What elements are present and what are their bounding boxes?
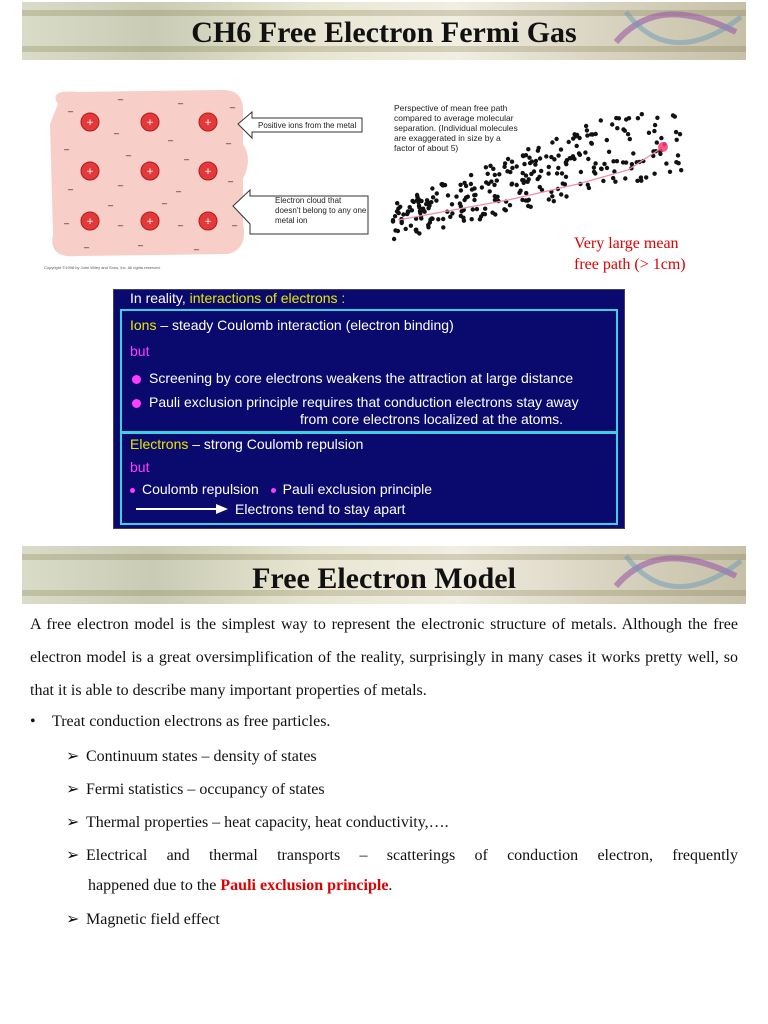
particle-dot (483, 207, 487, 211)
particle-dot (529, 172, 533, 176)
particle-dot (429, 200, 433, 204)
particle-dot (652, 172, 656, 176)
particle-dot (426, 223, 430, 227)
bullet-dot-icon (132, 375, 141, 384)
particle-dot (528, 161, 532, 165)
particle-dot (668, 170, 672, 174)
particle-dot (410, 199, 414, 203)
particle-dot (441, 225, 445, 229)
particle-dot (635, 179, 639, 183)
particle-dot (459, 214, 463, 218)
svg-text:+: + (146, 118, 154, 128)
mean-free-path-note-line1: Very large mean (574, 235, 679, 252)
particle-dot (594, 132, 598, 136)
particle-dot (430, 186, 434, 190)
particle-dot (522, 162, 526, 166)
particle-dot (458, 201, 462, 205)
svg-text:+: + (204, 118, 212, 128)
particle-dot (655, 116, 659, 120)
particle-dot (556, 153, 560, 157)
particle-dot (592, 165, 596, 169)
svg-text:_: _ (64, 214, 69, 225)
particle-dot (653, 123, 657, 127)
particle-dot (536, 149, 540, 153)
particle-dot (521, 171, 525, 175)
particle-dot (564, 162, 568, 166)
particle-dot (559, 192, 563, 196)
particle-dot (459, 188, 463, 192)
particle-dot (599, 167, 603, 171)
ion-electron-cloud-figure (38, 84, 378, 280)
particle-dot (605, 166, 609, 170)
particle-dot (424, 202, 428, 206)
particle-dot (484, 180, 488, 184)
particle-dot (544, 154, 548, 158)
slide2-banner (22, 546, 746, 604)
particle-dot (521, 154, 525, 158)
svg-text:_: _ (162, 194, 167, 205)
particle-dot (450, 202, 454, 206)
particle-dot (392, 237, 396, 241)
particle-dot (419, 199, 423, 203)
svg-text:_: _ (176, 182, 181, 193)
particle-dot (524, 191, 528, 195)
pauli-point-cont: from core electrons localized at the atoms. (300, 411, 564, 427)
particle-dot (480, 185, 484, 189)
bullet-dot-icon (271, 488, 276, 493)
list-item: ➢ Continuum states – density of states (66, 748, 317, 765)
box-heading: In reality, interactions of electrons : (130, 290, 346, 306)
pauli-point: Pauli exclusion principle requires that conduction electrons stay away (132, 394, 579, 410)
particle-dot (469, 182, 473, 186)
particle-dot (401, 212, 405, 216)
particle-dot (560, 171, 564, 175)
particle-dot (475, 207, 479, 211)
particle-dot (640, 112, 644, 116)
particle-dot (623, 129, 627, 133)
particle-dot (515, 164, 519, 168)
particle-dot (664, 161, 668, 165)
list-item: ➢ Thermal properties – heat capacity, heat conductivity,…. (66, 814, 449, 831)
particle-dot (436, 217, 440, 221)
conclusion-line: Electrons tend to stay apart (235, 501, 406, 517)
particle-dot (671, 113, 675, 117)
svg-text:_: _ (118, 176, 123, 187)
particle-dot (491, 167, 495, 171)
slide1-title: CH6 Free Electron Fermi Gas (191, 16, 577, 49)
particle-dot (495, 195, 499, 199)
particle-dot (631, 151, 635, 155)
svg-text:_: _ (230, 98, 235, 109)
particle-dot (652, 129, 656, 133)
svg-text:_: _ (84, 238, 89, 249)
particle-dot (676, 153, 680, 157)
svg-text:_: _ (168, 131, 173, 142)
arrow-bullet-icon: ➢ (66, 814, 80, 831)
particle-dot (675, 138, 679, 142)
particle-dot (448, 215, 452, 219)
particle-dot (575, 144, 579, 148)
screening-point: Screening by core electrons weakens the attraction at large distance (132, 370, 573, 386)
particle-dot (584, 124, 588, 128)
particle-dot (517, 191, 521, 195)
particle-dot (527, 198, 531, 202)
particle-dot (489, 179, 493, 183)
particle-dot (408, 205, 412, 209)
label-positive-ions: Positive ions from the metal (258, 121, 357, 130)
particle-dot (493, 173, 497, 177)
particle-dot (577, 136, 581, 140)
particle-dot (434, 198, 438, 202)
but-label-2: but (130, 459, 150, 475)
particle-dot (611, 159, 615, 163)
particle-dot (550, 194, 554, 198)
particle-dot (564, 194, 568, 198)
particle-dot (559, 147, 563, 151)
particle-dot (522, 181, 526, 185)
particle-dot (472, 186, 476, 190)
bullet-dot-icon (132, 399, 141, 408)
arrow-bullet-icon: ➢ (66, 781, 80, 798)
particle-dot (493, 212, 497, 216)
particle-dot (406, 209, 410, 213)
electrons-subpoints: Coulomb repulsion Pauli exclusion principle (130, 481, 432, 497)
particle-dot (659, 136, 663, 140)
particle-dot (572, 132, 576, 136)
particle-dot (462, 181, 466, 185)
particle-dot (590, 142, 594, 146)
svg-text:_: _ (118, 90, 123, 101)
particle-dot (502, 165, 506, 169)
particle-dot (547, 165, 551, 169)
svg-text:_: _ (68, 180, 73, 191)
particle-dot (469, 173, 473, 177)
particle-dot (586, 157, 590, 161)
particle-dot (552, 199, 556, 203)
right-arrow-icon (136, 502, 228, 516)
svg-text:_: _ (194, 240, 199, 251)
particle-dot (409, 224, 413, 228)
svg-text:_: _ (228, 172, 233, 183)
particle-dot (607, 150, 611, 154)
interactions-box (113, 289, 625, 529)
particle-dot (628, 137, 632, 141)
particle-dot (585, 133, 589, 137)
particle-dot (626, 132, 630, 136)
bullet-dot-icon (130, 488, 135, 493)
particle-dot (644, 175, 648, 179)
particle-dot (610, 122, 614, 126)
slide2-title: Free Electron Model (252, 562, 516, 595)
particle-dot (554, 137, 558, 141)
particle-dot (483, 212, 487, 216)
particle-dot (623, 176, 627, 180)
particle-dot (471, 207, 475, 211)
particle-dot (404, 227, 408, 231)
particle-dot (430, 216, 434, 220)
svg-text:_: _ (184, 150, 189, 161)
arrow-bullet-icon: ➢ (66, 748, 80, 765)
particle-dot (627, 116, 631, 120)
particle-dot (414, 228, 418, 232)
mean-free-path-note-line2: free path (> 1cm) (574, 256, 686, 273)
particle-dot (639, 175, 643, 179)
particle-dot (605, 138, 609, 142)
particle-dot (592, 170, 596, 174)
list-item: ➢ Fermi statistics – occupancy of states (66, 781, 325, 798)
particle-dot (647, 131, 651, 135)
arrow-bullet-icon: ➢ (66, 911, 80, 928)
svg-text:+: + (204, 167, 212, 177)
particle-dot (506, 157, 510, 161)
particle-dot (464, 195, 468, 199)
particle-dot (527, 177, 531, 181)
particle-dot (579, 170, 583, 174)
particle-dot (472, 198, 476, 202)
particle-dot (440, 182, 444, 186)
particle-dot (578, 153, 582, 157)
particle-dot (538, 156, 542, 160)
particle-dot (678, 132, 682, 136)
but-label-1: but (130, 343, 150, 359)
particle-dot (510, 160, 514, 164)
particle-dot (470, 217, 474, 221)
particle-dot (611, 176, 615, 180)
particle-dot (537, 175, 541, 179)
particle-dot (497, 172, 501, 176)
particle-dot (636, 116, 640, 120)
particle-dot (393, 214, 397, 218)
particle-dot (454, 194, 458, 198)
list-item: ➢ Magnetic field effect (66, 911, 220, 928)
intro-paragraph: A free electron model is the simplest way to represent the electronic structure of metals. Although the free electron model is a great oversimplification of the reality, surprisingly in many cases it works pretty well, so that it is able to describe many important properties of metals. (30, 616, 738, 699)
svg-text:_: _ (178, 94, 183, 105)
particle-dot (396, 229, 400, 233)
particle-dot (529, 205, 533, 209)
particle-dot (601, 179, 605, 183)
particle-dot (441, 217, 445, 221)
svg-text:_: _ (226, 134, 231, 145)
svg-text:_: _ (232, 216, 237, 227)
particle-dot (621, 160, 625, 164)
particle-dot (676, 161, 680, 165)
svg-text:_: _ (108, 196, 113, 207)
list-item: ➢ Electrical and thermal transports – scatterings of conduction electron, frequently (66, 847, 738, 864)
mean-free-path-caption: Perspective of mean free path compared to average molecular separation. (Individual molecules are exaggerated in size by a factor of about 5) (394, 103, 518, 153)
slide1-banner (22, 2, 746, 60)
particle-dot (615, 126, 619, 130)
svg-text:+: + (86, 217, 94, 227)
particle-dot (431, 195, 435, 199)
svg-text:_: _ (178, 216, 183, 227)
list-item-continuation: happened due to the Pauli exclusion principle. (88, 877, 393, 894)
svg-text:_: _ (114, 124, 119, 135)
particle-dot (486, 172, 490, 176)
particle-dot (458, 183, 462, 187)
particle-dot (478, 217, 482, 221)
particle-dot (492, 183, 496, 187)
particle-dot (395, 201, 399, 205)
particle-dot (602, 162, 606, 166)
particle-dot (556, 166, 560, 170)
particle-dot (571, 136, 575, 140)
particle-dot (593, 161, 597, 165)
particle-dot (508, 203, 512, 207)
particle-dot (550, 140, 554, 144)
particle-dot (547, 197, 551, 201)
particle-dot (617, 116, 621, 120)
svg-text:+: + (86, 167, 94, 177)
particle-dot (567, 140, 571, 144)
particle-dot (679, 168, 683, 172)
electrons-line: Electrons – strong Coulomb repulsion (130, 436, 364, 452)
svg-text:+: + (146, 167, 154, 177)
ions-line: Ions – steady Coulomb interaction (electron binding) (130, 317, 454, 333)
particle-dot (488, 189, 492, 193)
particle-dot (583, 150, 587, 154)
particle-dot (502, 207, 506, 211)
arrow-bullet-icon: ➢ (66, 847, 80, 864)
particle-dot (561, 181, 565, 185)
particle-dot (533, 162, 537, 166)
particle-dot (510, 182, 514, 186)
svg-text:_: _ (118, 216, 123, 227)
particle-dot (539, 169, 543, 173)
particle-dot (599, 118, 603, 122)
particle-dot (510, 166, 514, 170)
main-bullet: • Treat conduction electrons as free particles. (30, 713, 331, 730)
particle-dot (587, 186, 591, 190)
particle-dot (391, 218, 395, 222)
particle-dot (505, 169, 509, 173)
particle-dot (655, 140, 659, 144)
particle-dot (527, 156, 531, 160)
particle-dot (472, 193, 476, 197)
particle-dot (526, 147, 530, 151)
particle-dot (462, 219, 466, 223)
particle-dot (534, 159, 538, 163)
svg-text:_: _ (126, 146, 131, 157)
svg-text:+: + (86, 118, 94, 128)
particle-dot (446, 193, 450, 197)
particle-dot (417, 231, 421, 235)
particle-dot (564, 175, 568, 179)
particle-dot (515, 183, 519, 187)
svg-text:+: + (146, 217, 154, 227)
particle-dot (495, 178, 499, 182)
particle-dot (546, 171, 550, 175)
particle-dot (396, 206, 400, 210)
svg-text:_: _ (138, 236, 143, 247)
figure-copyright: Copyright ©1998 by John Wiley and Sons, Inc. All rights reserved. (44, 265, 161, 270)
particle-dot (585, 128, 589, 132)
particle-dot (674, 130, 678, 134)
particle-dot (484, 165, 488, 169)
particle-dot (658, 152, 662, 156)
label-electron-cloud: Electron cloud that doesn't belong to any one metal ion (275, 196, 367, 225)
particle-dot (435, 191, 439, 195)
svg-text:_: _ (68, 102, 73, 113)
svg-text:_: _ (64, 140, 69, 151)
particle-dot (549, 155, 553, 159)
particle-dot (555, 171, 559, 175)
svg-text:+: + (204, 217, 212, 227)
particle-dot (572, 157, 576, 161)
particle-dot (419, 216, 423, 220)
